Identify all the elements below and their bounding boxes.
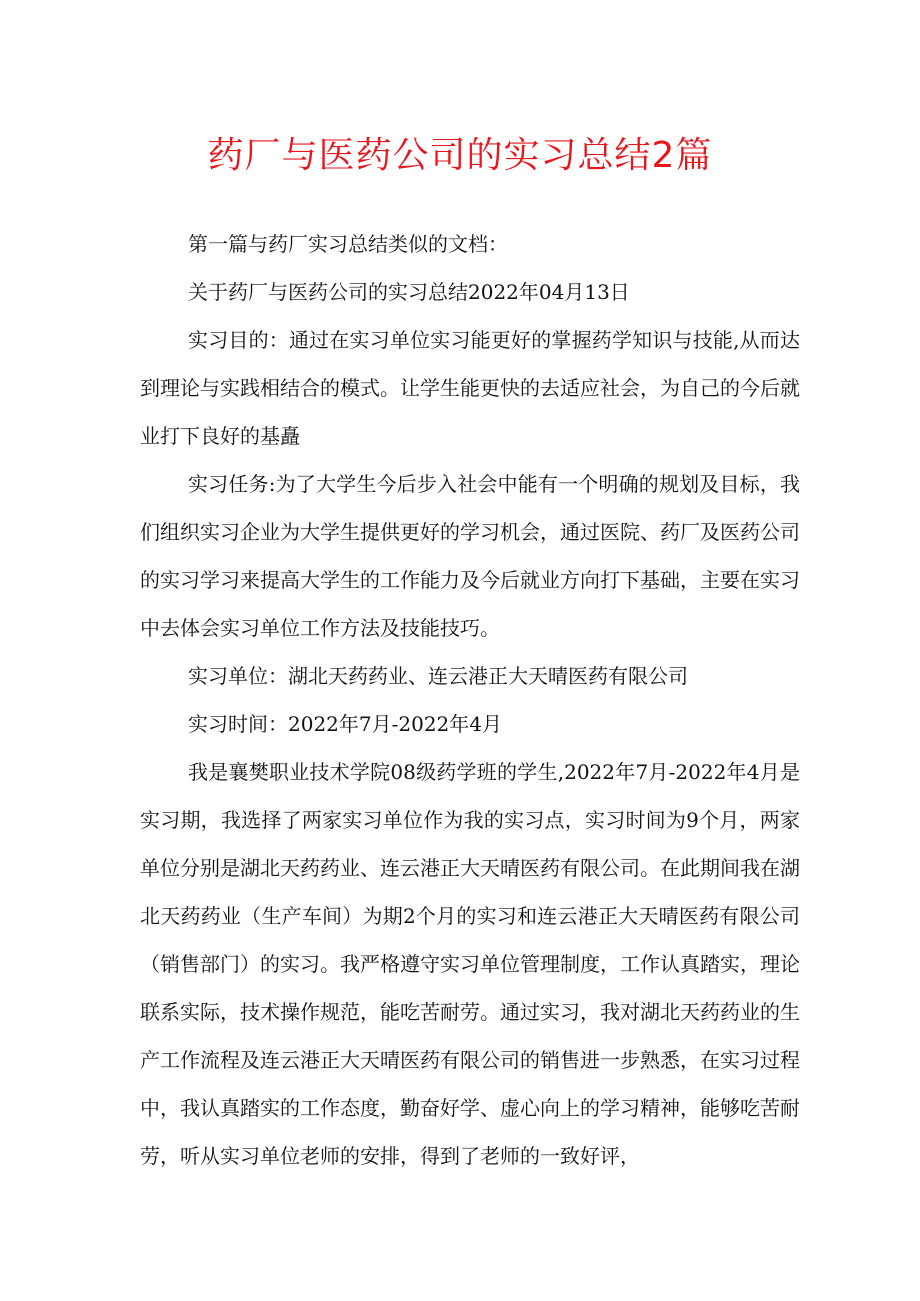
paragraph-task: 实习任务:为了大学生今后步入社会中能有一个明确的规划及目标，我们组织实习企业为大学生提供更好的学习机会，通过医院、药厂及医药公司的实习学习来提高大学生的工作能力及今后就业方向打下基础，主要在实习中去体会实习单位工作方法及技能技巧。 (140, 472, 800, 640)
document-body (140, 220, 800, 1180)
paragraph-time: 实习时间：2022年7月-2022年4月 (188, 712, 503, 736)
paragraph-unit: 实习单位：湖北天药药业、连云港正大天晴医药有限公司 (188, 664, 688, 688)
paragraph-heading-date: 关于药厂与医药公司的实习总结2022年04月13日 (188, 280, 630, 304)
paragraph-purpose: 实习目的：通过在实习单位实习能更好的掌握药学知识与技能,从而达到理论与实践相结合的模式。让学生能更快的去适应社会，为自己的今后就业打下良好的基矗 (140, 328, 800, 448)
paragraph-intro: 第一篇与药厂实习总结类似的文档： (188, 232, 508, 256)
document-title: 药厂与医药公司的实习总结2篇 (207, 135, 713, 176)
paragraph-experience: 我是襄樊职业技术学院08级药学班的学生,2022年7月-2022年4月是实习期，我选择了两家实习单位作为我的实习点，实习时间为9个月，两家单位分别是湖北天药药业、连云港正大天晴医药有限公司。在此期间我在湖北天药药业（生产车间）为期2个月的实习和连云港正大天晴医药有限公司（销售部门）的实习。我严格遵守实习单位管理制度，工作认真踏实，理论联系实际，技术操作规范，能吃苦耐劳。通过实习，我对湖北天药药业的生产工作流程及连云港正大天晴医药有限公司的销售进一步熟悉，在实习过程中，我认真踏实的工作态度，勤奋好学、虚心向上的学习精神，能够吃苦耐劳，听从实习单位老师的安排，得到了老师的一致好评， (140, 760, 800, 1168)
